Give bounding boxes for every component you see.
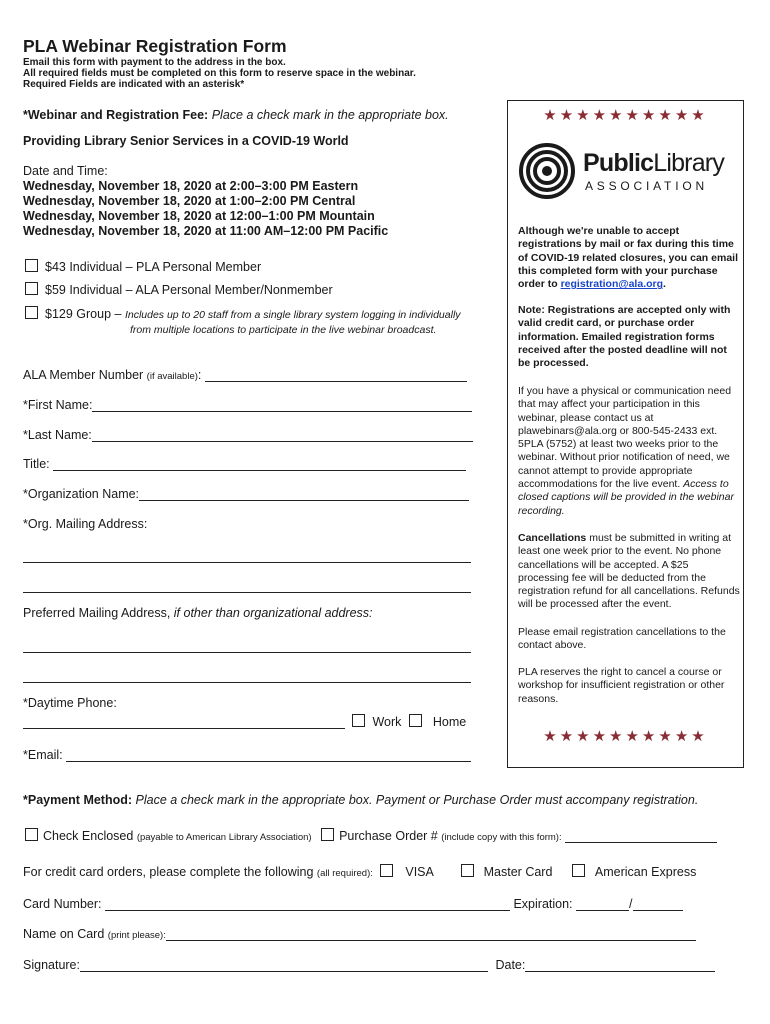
last-name-field: *Last Name: (23, 428, 473, 442)
title-input[interactable] (53, 458, 466, 471)
pla-logo-icon (519, 143, 577, 201)
sidebar-cancel-email-note: Please email registration cancellations to the contact above. (518, 626, 726, 652)
org-address-line-2[interactable] (23, 575, 471, 593)
sidebar-covid-note: Although we're unable to accept registrations by mail or fax during this time of COVID-19 related closures, you can email this completed form with your purchase order to registration@ala.org. (518, 225, 738, 291)
first-name-input[interactable] (92, 399, 472, 412)
expiration-year-input[interactable] (633, 898, 683, 911)
date-input[interactable] (525, 959, 715, 972)
payment-check-row: Check Enclosed (payable to American Library Association) Purchase Order # (include copy with this form): (25, 828, 717, 843)
time-pacific: Wednesday, November 18, 2020 at 11:00 AM–12:00 PM Pacific (23, 224, 389, 238)
date-label: Date and Time: (23, 164, 108, 178)
email-input[interactable] (66, 749, 471, 762)
sidebar-reserve-right-note: PLA reserves the right to cancel a course or workshop for insufficient registration or other reasons. (518, 666, 725, 705)
check-enclosed-checkbox[interactable] (25, 828, 38, 841)
purchase-order-input[interactable] (565, 830, 717, 843)
ala-member-field: ALA Member Number (if available): (23, 368, 467, 382)
title-field: Title: (23, 457, 466, 471)
organization-field: *Organization Name: (23, 487, 469, 501)
expiration-month-input[interactable] (576, 898, 629, 911)
name-on-card-input[interactable] (166, 928, 696, 941)
first-name-field: *First Name: (23, 398, 472, 412)
fee-heading: *Webinar and Registration Fee: Place a check mark in the appropriate box. (23, 108, 449, 122)
preferred-address-label: Preferred Mailing Address, if other than organizational address: (23, 606, 373, 620)
fee-group-checkbox[interactable] (25, 306, 38, 319)
group-note-2: from multiple locations to participate in the live webinar broadcast. (130, 324, 437, 336)
logo-wordmark: PublicLibrary (583, 149, 725, 177)
organization-input[interactable] (139, 488, 469, 501)
fee-pla-checkbox[interactable] (25, 259, 38, 272)
home-checkbox[interactable] (409, 714, 422, 727)
payment-heading: *Payment Method: Place a check mark in the appropriate box. Payment or Purchase Order must accompany registration. (23, 793, 699, 807)
stars-top: ★★★★★★★★★★ (543, 107, 708, 124)
daytime-phone-label: *Daytime Phone: (23, 696, 117, 710)
fee-option-ala: $59 Individual – ALA Personal Member/Nonmember (25, 282, 333, 297)
preferred-address-line-1[interactable] (23, 635, 471, 653)
daytime-phone-field: Work Home (23, 714, 466, 729)
org-address-label: *Org. Mailing Address: (23, 517, 148, 531)
time-central: Wednesday, November 18, 2020 at 1:00–2:00 PM Central (23, 194, 356, 208)
info-box (507, 100, 744, 768)
signature-row: Signature: Date: (23, 958, 715, 972)
time-mountain: Wednesday, November 18, 2020 at 12:00–1:00 PM Mountain (23, 209, 375, 223)
stars-bottom: ★★★★★★★★★★ (543, 728, 708, 745)
instruction-line-1: Email this form with payment to the address in the box. (23, 57, 286, 68)
last-name-input[interactable] (92, 429, 473, 442)
sidebar-registration-note: Note: Registrations are accepted only with valid credit card, or purchase order information. Emailed registration forms received after the posted deadline will not be processed. (518, 304, 731, 370)
fee-option-pla: $43 Individual – PLA Personal Member (25, 259, 261, 274)
course-title: Providing Library Senior Services in a COVID-19 World (23, 134, 349, 148)
signature-input[interactable] (80, 959, 488, 972)
registration-email-link[interactable]: registration@ala.org (560, 278, 664, 291)
email-field: *Email: (23, 748, 471, 762)
card-number-row: Card Number: Expiration: / (23, 897, 683, 911)
org-address-line-1[interactable] (23, 545, 471, 563)
visa-checkbox[interactable] (380, 864, 393, 877)
card-number-input[interactable] (105, 898, 510, 911)
mastercard-checkbox[interactable] (461, 864, 474, 877)
credit-card-row: For credit card orders, please complete the following (all required): VISA Master Card American Express (23, 865, 697, 879)
time-eastern: Wednesday, November 18, 2020 at 2:00–3:00 PM Eastern (23, 179, 359, 193)
phone-input[interactable] (23, 716, 345, 729)
fee-ala-checkbox[interactable] (25, 282, 38, 295)
work-checkbox[interactable] (352, 714, 365, 727)
sidebar-cancellations-note: Cancellations must be submitted in writing at least one week prior to the event. No phone cancellations will be accepted. A $25 processing fee will be deducted from the registration refund for all cancellations. Refunds will be processed after the event. (518, 532, 740, 611)
logo-association: ASSOCIATION (585, 179, 708, 193)
name-on-card-row: Name on Card (print please): (23, 927, 696, 941)
fee-option-group: $129 Group – Includes up to 20 staff from a single library system logging in individually (25, 306, 461, 321)
instruction-line-3: Required Fields are indicated with an asterisk* (23, 79, 245, 90)
instruction-line-2: All required fields must be completed on this form to reserve space in the webinar. (23, 68, 416, 79)
amex-checkbox[interactable] (572, 864, 585, 877)
sidebar-accessibility-note: If you have a physical or communication need that may affect your participation in this webinar, please contact us at plawebinars@ala.org or 800-545-2433 ext. 5PLA (5752) at least two weeks prior to the webinar. Without prior notification of need, we cannot attempt to provide appropriate accommodations for the live event. Access to closed captions will be provided in the webinar recording. (518, 385, 734, 517)
pla-logo (519, 143, 737, 199)
preferred-address-line-2[interactable] (23, 665, 471, 683)
ala-member-input[interactable] (205, 369, 467, 382)
purchase-order-checkbox[interactable] (321, 828, 334, 841)
page-title: PLA Webinar Registration Form (23, 36, 287, 56)
